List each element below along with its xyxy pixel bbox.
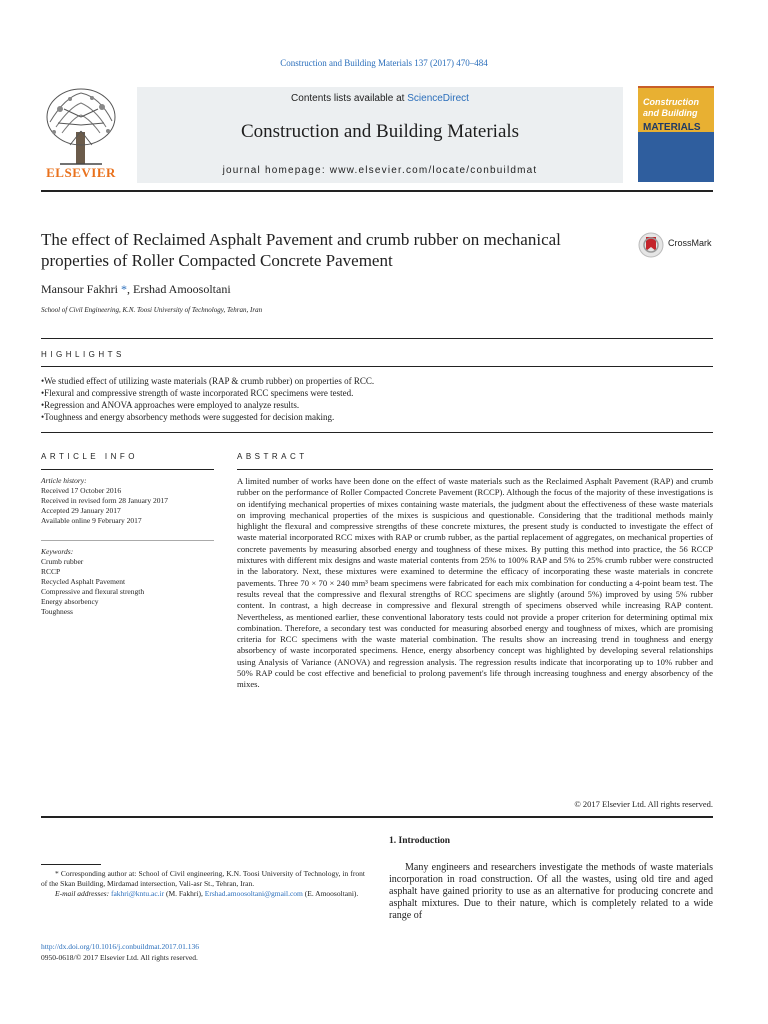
- issn-line: 0950-0618/© 2017 Elsevier Ltd. All rights reserved.: [41, 953, 198, 962]
- affiliation: School of Civil Engineering, K.N. Toosi University of Technology, Tehran, Iran: [41, 306, 263, 314]
- highlight-item: • Flexural and compressive strength of waste incorporated RCC specimens were tested.: [41, 387, 721, 399]
- journal-title: Construction and Building Materials: [240, 121, 520, 142]
- article-history-label: Article history:: [41, 476, 87, 485]
- article-info-heading: ARTICLE INFO: [41, 452, 138, 461]
- keyword-item: Crumb rubber: [41, 557, 84, 566]
- keywords: [41, 547, 221, 617]
- email-link-2[interactable]: Ershad.amoosoltani@gmail.com: [204, 888, 303, 898]
- highlight-item: • Regression and ANOVA approaches were employed to analyze results.: [41, 399, 721, 411]
- history-item: Accepted 29 January 2017: [41, 506, 121, 515]
- article-history: [41, 476, 221, 526]
- keyword-item: Energy absorbency: [41, 597, 99, 606]
- crossmark-label: CrossMark: [668, 238, 712, 248]
- email-link-1[interactable]: fakhri@kntu.ac.ir: [110, 888, 165, 898]
- elsevier-logo-word: ELSEVIER: [46, 165, 116, 180]
- highlights-heading: HIGHLIGHTS: [41, 350, 125, 359]
- doi-block: [41, 941, 199, 963]
- abstract-text: A limited number of works have been done on the effect of waste materials such as the Reclaimed Asphalt Pavement (RAP) and crumb rubber on the performance of Roller Compacted Concrete Pavement (RCCP). Although the focus of the majority of these investigations is on identifying mechanical properties of mixes containing waste materials, the judgment about the effectiveness of these waste materials on improving mechanical properties of the mixes is suspicious and questionable. Considering that the traditional methods mainly highlight the flexural and compressive strengths of these concrete mixtures, the present study is conducted to investigate the effect of waste material incorporated RCC mixes with RAP or crumb rubber, as the partial replacement of aggregates, on mechanical properties of concrete pavements by measuring absorbed energy and toughness of these mixes. By putting this method into practice, the 56 RCCP mixtures with different mix designs and waste material contents from 25% to 100% RAP and 5% to 25% crumb rubber were constructed in the laboratory. Next, these mixtures were examined to determine the efficacy of incorporating these waste materials in concrete pavements. Three 70 × 70 × 240 mm³ beam specimens were fabricated for each mix combination for conducting a 4-point beam test. The results reveal that the compressive and flexural strengths of RCC specimens are slightly (around 5%) improved by using 5% rubber content. In contrast, a high decrease in compressive and flexural strength of specimens observed while increasing RAP content. Nevertheless, as mentioned earlier, these conventional laboratory tests could not provide a proper criterion for determining optimal mix combination. Therefore, a secondary test was conducted for measuring absorbed energy and toughness of mixes, which are promising criteria for RCC specimens with the waste material combination. The results show an increasing trend in toughness and energy absorbency of waste incorporated specimens. Hence, energy absorbency concept was highlighted by developing several relationships using Analysis of Variance (ANOVA) and regression analysis. The regression results indicate that incorporating up to 10% rubber and 50% RAP could be cost effective and beneficial to prolong pavement's life through increasing toughness and energy absorbency of the mixes.: [237, 476, 713, 690]
- footnote-rule: [41, 864, 101, 865]
- email-addresses: [41, 889, 365, 899]
- abstract-copyright: © 2017 Elsevier Ltd. All rights reserved.: [574, 799, 713, 809]
- abstract-bottom-rule: [41, 816, 713, 818]
- keyword-item: Compressive and flexural strength: [41, 587, 145, 596]
- author-separator: ,: [127, 282, 133, 296]
- abstract-rule: [237, 469, 713, 470]
- highlights-bottom-rule: [41, 432, 713, 433]
- crossmark-icon: [638, 231, 664, 259]
- header-rule: [41, 190, 713, 192]
- article-info-rule: [41, 469, 214, 470]
- journal-homepage: journal homepage: www.elsevier.com/locate/conbuildmat: [222, 165, 538, 176]
- highlight-item: • Toughness and energy absorbency methods were suggested for decision making.: [41, 411, 721, 423]
- cover-line-3: MATERIALS: [643, 122, 701, 133]
- history-item: Received in revised form 28 January 2017: [41, 496, 169, 505]
- sciencedirect-link[interactable]: ScienceDirect: [407, 93, 469, 104]
- keywords-rule: [41, 540, 214, 541]
- keyword-item: RCCP: [41, 567, 61, 576]
- contents-prefix: Contents lists available at: [291, 93, 405, 104]
- email-owner-2: (E. Amoosoltani).: [304, 888, 359, 898]
- introduction-heading: 1. Introduction: [389, 836, 451, 846]
- cover-line-2: and Building: [643, 108, 698, 118]
- corresponding-author-note: * Corresponding author at: School of Civil engineering, K.N. Toosi University of Technology, in front of the Skan Building, Mirdamad intersection, Vali-asr St., Tehran, Iran.: [41, 869, 365, 888]
- highlights-top-rule: [41, 338, 713, 339]
- author-2[interactable]: Ershad Amoosoltani: [133, 282, 231, 296]
- abstract-heading: ABSTRACT: [237, 452, 308, 461]
- cover-line-1: Construction: [643, 97, 699, 107]
- author-list: [41, 282, 231, 297]
- keyword-item: Recycled Asphalt Pavement: [41, 577, 126, 586]
- journal-citation-link[interactable]: Construction and Building Materials 137 (2017) 470–484: [280, 58, 488, 68]
- keywords-label: Keywords:: [41, 547, 74, 556]
- introduction-text: Many engineers and researchers investigate the methods of waste materials incorporation in road construction. Of all the wastes, using old tire and aged asphalt have gained priority to use as an alternative for producing concrete and asphalt mixtures. Due to their nature, which is completely related to a wide range of: [389, 862, 713, 921]
- highlights-list: [41, 375, 721, 423]
- article-title: The effect of Reclaimed Asphalt Pavement and crumb rubber on mechanical properties of Roller Compacted Concrete Pavement: [41, 230, 561, 270]
- contents-available-line: [137, 93, 623, 104]
- cover-title: [643, 97, 713, 119]
- history-item: Available online 9 February 2017: [41, 516, 142, 525]
- highlight-item: • We studied effect of utilizing waste materials (RAP & crumb rubber) on properties of RCC.: [41, 375, 721, 387]
- keyword-item: Toughness: [41, 607, 73, 616]
- email-label: E-mail addresses:: [55, 888, 110, 898]
- doi-link[interactable]: http://dx.doi.org/10.1016/j.conbuildmat.2017.01.136: [41, 942, 199, 951]
- email-owner-1: (M. Fakhri),: [164, 888, 205, 898]
- footnote: [41, 869, 365, 898]
- corresponding-author-mark[interactable]: *: [121, 282, 127, 296]
- history-item: Received 17 October 2016: [41, 486, 122, 495]
- highlights-rule: [41, 366, 713, 367]
- author-1[interactable]: Mansour Fakhri: [41, 282, 118, 296]
